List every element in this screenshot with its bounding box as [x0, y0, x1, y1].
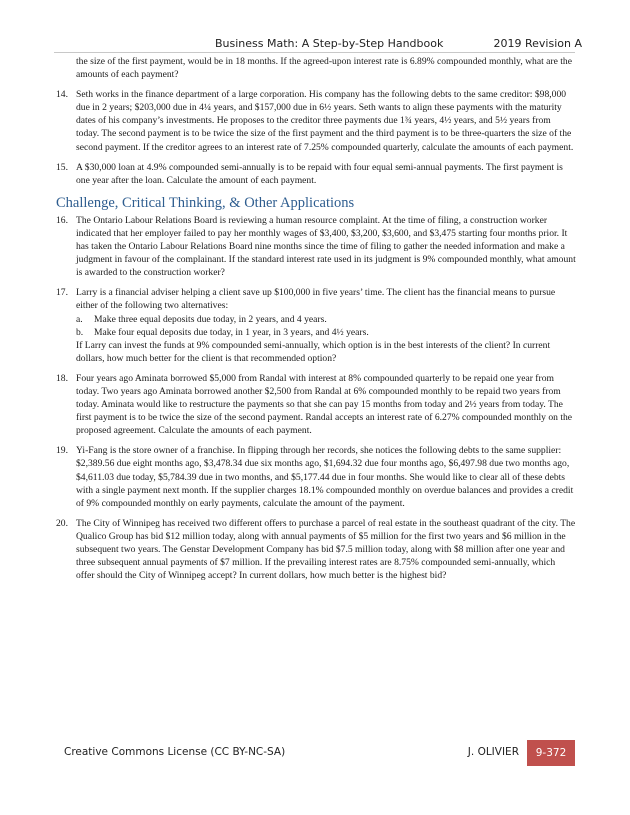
book-title: Business Math: A Step-by-Step Handbook — [215, 37, 444, 50]
revision-label: 2019 Revision A — [493, 37, 582, 50]
continuation-text: the size of the first payment, would be in 18 months. If the agreed-upon interest rate is 6.89% compounded monthly, what are the amounts of each payment? — [76, 56, 572, 81]
option-letter: b. — [76, 326, 84, 338]
question-18 — [56, 372, 576, 437]
question-text: Four years ago Aminata borrowed $5,000 from Randal with interest at 8% compounded quarterly to be repaid one year from today. Two years ago Aminata borrowed another $2,500 from Randal at 6% compounded monthly to be repaid two years from today. Aminata would like to restructure the payments so that she can pay 15 months from today and 2½ years from today. The first payment is to be twice the size of the second payment. Randal accepts an interest rate of 6.27% compounded monthly on the proposed agreement. Calculate the amounts of each payment. — [76, 372, 573, 437]
question-number: 14. — [56, 89, 68, 101]
question-text: Yi-Fang is the store owner of a franchise. In flipping through her records, she notices the following debts to the same supplier: $2,389.56 due eight months ago, $3,478.34 due six months ago, $1,694.32 due four months ago, $6,497.98 due two months ago, $4,611.03 due today, $5,784.39 due in two months, and $5,177.44 due in four months. She would like to clear all of these debts with a single payment next month. If the supplier charges 18.1% compounded monthly on overdue balances and provides a credit of 9% compounded monthly on early payments, calculate the amount of the payment. — [76, 445, 574, 509]
question-number: 17. — [56, 287, 68, 299]
option-text: Make three equal deposits due today, in 2 years, and 4 years. — [94, 313, 327, 325]
option-a — [76, 313, 576, 326]
option-letter: a. — [76, 313, 83, 325]
question-number: 18. — [56, 372, 68, 384]
option-b — [76, 326, 576, 339]
question-number: 16. — [56, 214, 68, 226]
page-footer — [64, 745, 575, 765]
page-number-badge: 9-372 — [527, 740, 575, 766]
question-intro: Larry is a financial adviser helping a client save up $100,000 in five years’ time. The client has the financial means to pursue either of the following two alternatives: — [76, 287, 556, 312]
questions-list-b — [56, 372, 576, 582]
question-15 — [56, 161, 576, 187]
question-text: The City of Winnipeg has received two different offers to purchase a parcel of real estate in the southeast quadrant of the city. The Qualico Group has bid $12 million today, along with annual payments of $5 million for the first two years and $6 million in the subsequent two years. The Genstar Development Company has bid $7.5 million today, along with $8 million after one year and three subsequent annual payments of $7 million. If the prevailing interest rates are 8.75% compounded semi-annually, which offer should the City of Winnipeg accept? In current dollars, how much better is the highest bid? — [76, 517, 576, 582]
question-text: Seth works in the finance department of a large corporation. His company has the following debts to the same creditor: $98,000 due in 2 years; $203,000 due in 4¼ years, and $157,000 due in 6½ years. Seth wants to align these payments with the maturity dates of his company’s investments. He proposes to the creditor three payments due 1¾ years, 4½ years, and 5½ years from today. The second payment is to be twice the size of the first payment and the third payment is to be three-quarters the size of the second payment. If the creditor agrees to an interest rate of 7.25% compounded quarterly, calculate the amounts of each payment. — [76, 89, 574, 153]
author-name: J. OLIVIER — [467, 746, 519, 758]
page-content — [56, 55, 576, 589]
questions-list-a — [56, 88, 576, 187]
question-19 — [56, 444, 576, 509]
license-text: Creative Commons License (CC BY-NC-SA) — [64, 746, 286, 758]
header-divider — [54, 52, 575, 53]
question-number: 20. — [56, 517, 68, 529]
question-outro: If Larry can invest the funds at 9% compounded semi-annually, which option is in the best interests of the client? In current dollars, how much better for the client is that recommended option? — [76, 339, 551, 364]
question-text: The Ontario Labour Relations Board is reviewing a human resource complaint. At the time of filing, a construction worker indicated that her employer failed to pay her monthly wages of $3,400, $3,200, $3,600, and $3,475 starting four months prior. It has taken the Ontario Labour Relations Board nine months since the time of filing to gather the needed information and make a judgment in favour of the complainant. If the standard interest rate used in its judgment is 9% compounded monthly, what amount is awarded to the construction worker? — [76, 214, 576, 279]
page-header — [215, 37, 582, 51]
question-text: A $30,000 loan at 4.9% compounded semi-annually is to be repaid with four equal semi-annual payments. The first payment is one year after the loan. Calculate the amount of each payment. — [76, 161, 563, 186]
section-heading: Challenge, Critical Thinking, & Other Applications — [56, 194, 355, 211]
question-number: 15. — [56, 161, 68, 173]
question-14 — [56, 88, 576, 153]
question-number: 19. — [56, 445, 68, 457]
question-17 — [56, 286, 576, 365]
option-text: Make four equal deposits due today, in 1 year, in 3 years, and 4½ years. — [94, 326, 369, 338]
question-16 — [56, 214, 576, 279]
question-20 — [56, 517, 576, 582]
